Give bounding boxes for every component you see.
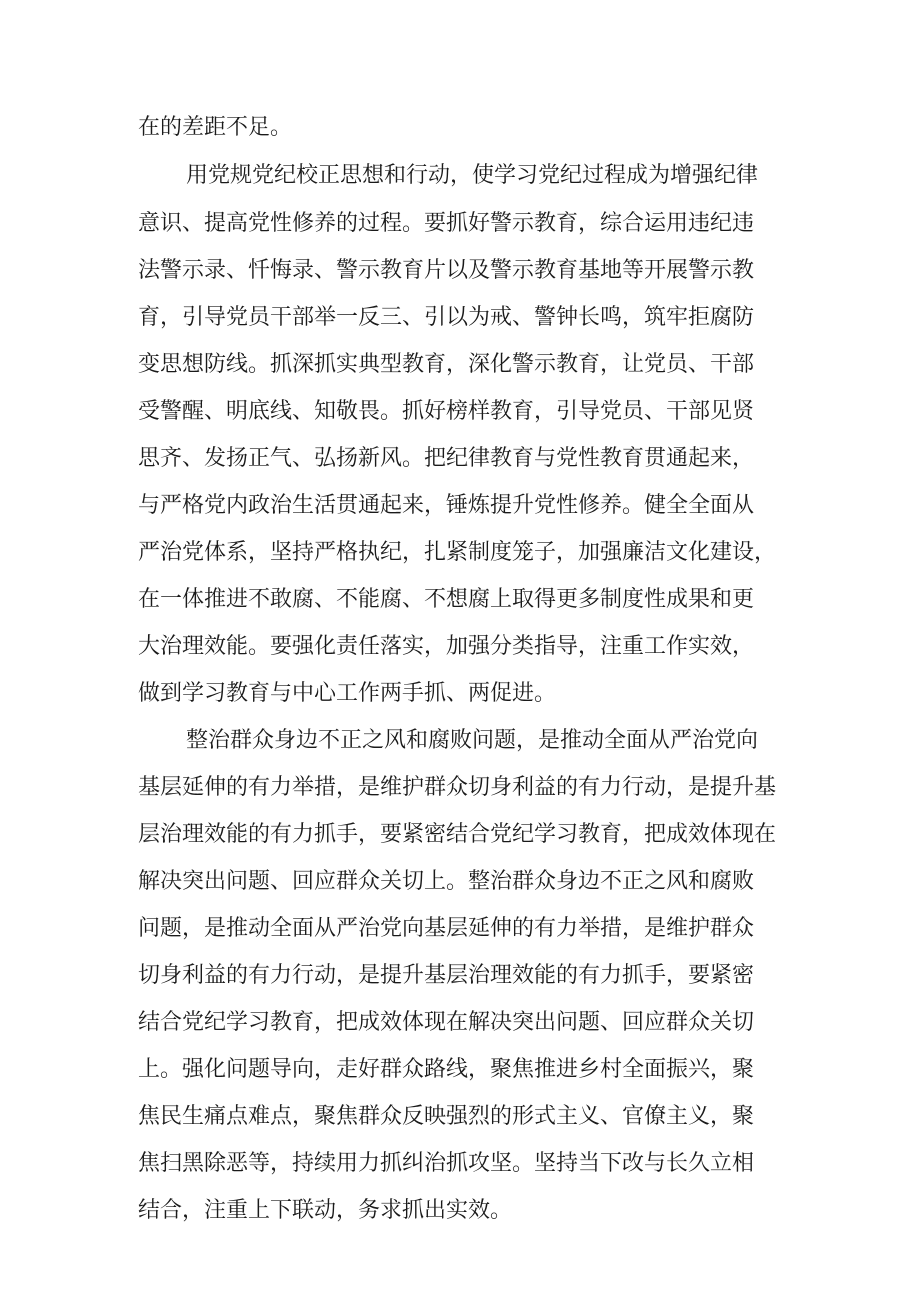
- text-line: 在的差距不足。: [138, 115, 293, 140]
- text-line: 问题，是推动全面从严治党向基层延伸的有力举措，是维护群众: [138, 916, 755, 941]
- text-line: 法警示录、忏悔录、警示教育片以及警示教育基地等开展警示教: [138, 258, 755, 283]
- text-line: 变思想防线。抓深抓实典型教育，深化警示教育，让党员、干部: [138, 352, 755, 377]
- text-line: 切身利益的有力行动，是提升基层治理效能的有力抓手，要紧密: [138, 963, 755, 988]
- text-line: 焦民生痛点难点，聚焦群众反映强烈的形式主义、官僚主义，聚: [138, 1104, 755, 1129]
- text-line-first: 整治群众身边不正之风和腐败问题，是推动全面从严治党向: [186, 728, 759, 753]
- text-line: 大治理效能。要强化责任落实，加强分类指导，注重工作实效，: [138, 634, 755, 659]
- text-line: 在一体推进不敢腐、不能腐、不想腐上取得更多制度性成果和更: [138, 587, 755, 612]
- text-line: 焦扫黑除恶等，持续用力抓纠治抓攻坚。坚持当下改与长久立相: [138, 1151, 755, 1176]
- text-line-first: 用党规党纪校正思想和行动，使学习党纪过程成为增强纪律: [186, 163, 759, 188]
- text-line: 结合党纪学习教育，把成效体现在解决突出问题、回应群众关切: [138, 1010, 755, 1035]
- text-line: 思齐、发扬正气、弘扬新风。把纪律教育与党性教育贯通起来，: [138, 446, 755, 471]
- text-line: 育，引导党员干部举一反三、引以为戒、警钟长鸣，筑牢拒腐防: [138, 305, 755, 330]
- text-line: 上。强化问题导向，走好群众路线，聚焦推进乡村全面振兴，聚: [138, 1057, 755, 1082]
- text-line: 严治党体系，坚持严格执纪，扎紧制度笼子，加强廉洁文化建设，: [138, 540, 777, 565]
- text-line: 与严格党内政治生活贯通起来，锤炼提升党性修养。健全全面从: [138, 493, 755, 518]
- text-line: 结合，注重上下联动，务求抓出实效。: [138, 1198, 513, 1223]
- text-line: 做到学习教育与中心工作两手抓、两促进。: [138, 681, 557, 706]
- text-line: 意识、提高党性修养的过程。要抓好警示教育，综合运用违纪违: [138, 211, 755, 236]
- text-line: 受警醒、明底线、知敬畏。抓好榜样教育，引导党员、干部见贤: [138, 399, 755, 424]
- text-line: 层治理效能的有力抓手，要紧密结合党纪学习教育，把成效体现在: [138, 822, 777, 847]
- text-line: 解决突出问题、回应群众关切上。整治群众身边不正之风和腐败: [138, 869, 755, 894]
- text-line: 基层延伸的有力举措，是维护群众切身利益的有力行动，是提升基: [138, 775, 777, 800]
